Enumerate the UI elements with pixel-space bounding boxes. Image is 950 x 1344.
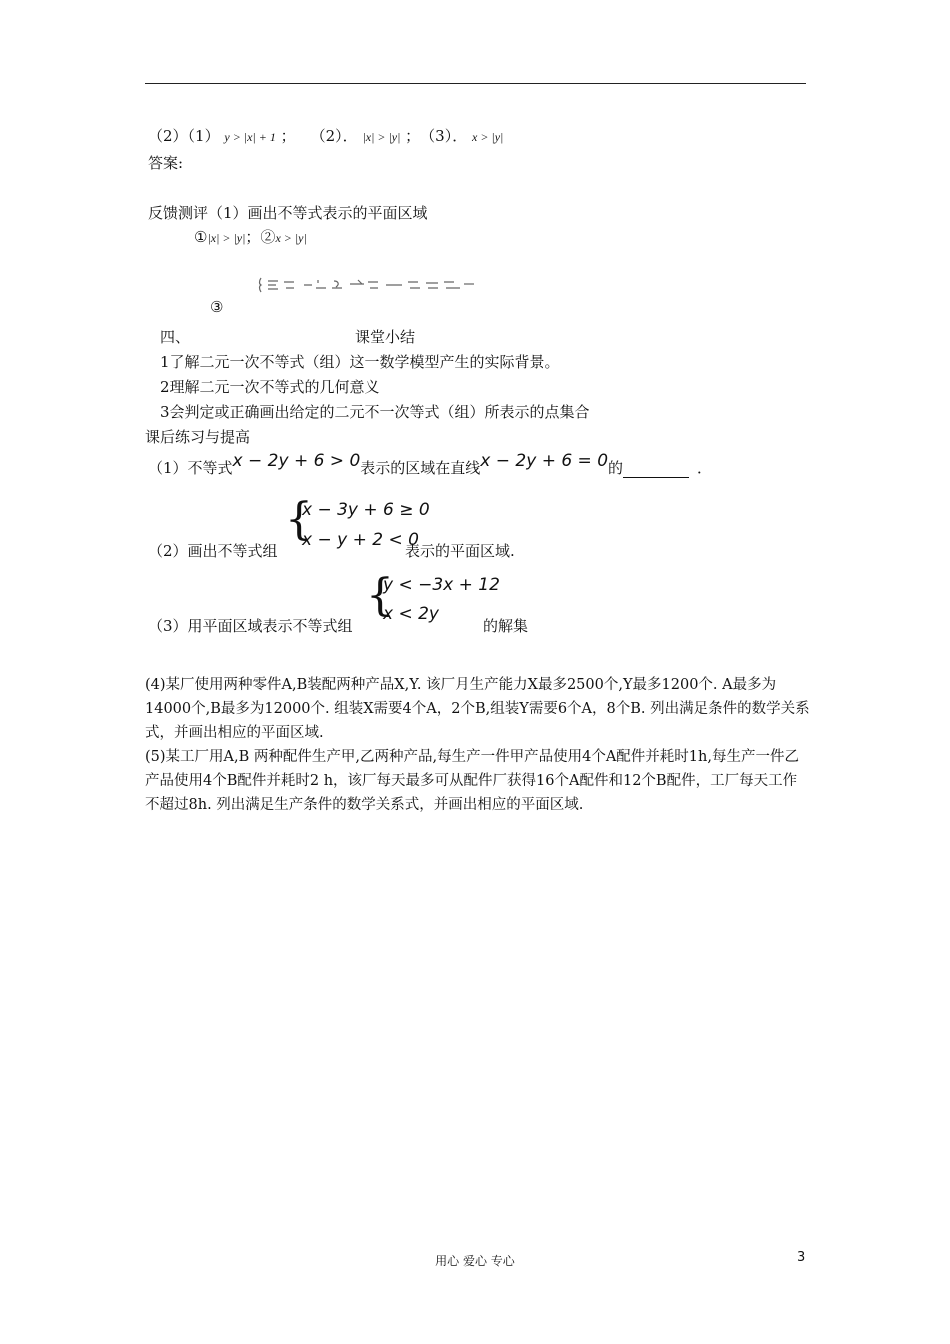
q2-math-2: |x| > |y| xyxy=(362,130,401,144)
q2-line xyxy=(148,126,503,147)
feedback-item1-math: |x| > |y| xyxy=(207,231,246,245)
feedback-sep: ； xyxy=(245,228,261,246)
practice-q1 xyxy=(148,451,713,478)
p1-text-b: 表示的区域在直线 xyxy=(360,459,481,477)
feedback-item2-num: ② xyxy=(260,228,276,246)
p3-row-1: y < −3x + 12 xyxy=(383,575,500,595)
q2-prefix: （2）（1） xyxy=(148,127,220,145)
summary-point-1: 1了解二元一次不等式（组）这一数学模型产生的实际背景。 xyxy=(160,353,560,371)
feedback-item3-num: ③ xyxy=(210,298,224,316)
feedback-title: 反馈测评（1）画出不等式表示的平面区域 xyxy=(148,204,428,222)
practice-q4: (4)某厂使用两种零件A,B装配两种产品X,Y. 该厂月生产能力X最多2500个,Y最多1200个. A最多为14000个,B最多为12000个. 组装X需要4个A，2个B,组装Y需要6个A，8个B. 列出满足条件的数学关系式，并画出相应的平面区域. xyxy=(145,677,810,741)
p3-row-2: x < 2y xyxy=(383,604,439,624)
p1-text-a: （1）不等式 xyxy=(148,459,233,477)
p3-text-b: 的解集 xyxy=(483,617,529,635)
section4-num: 四、 xyxy=(160,328,191,346)
feedback-item1-num: ① xyxy=(194,228,208,246)
answer-label: 答案: xyxy=(148,154,184,172)
section4-title: 课堂小结 xyxy=(355,328,416,346)
q2-math-1: y > |x| + 1 xyxy=(224,130,276,144)
page-number: 3 xyxy=(797,1250,806,1265)
practice-q5: (5)某工厂用A,B 两种配件生产甲,乙两种产品,每生产一件甲产品使用4个A配件并耗时1h,每生产一件乙产品使用4个B配件并耗时2 h，该厂每天最多可从配件厂获得16个A配件和12个B配件，工厂每天工作不超过8h. 列出满足生产条件的数学关系式，并画出相应的平面区域. xyxy=(145,749,799,813)
garbled-formula-image xyxy=(258,276,478,298)
p1-math-2: x − 2y + 6 = 0 xyxy=(480,451,609,471)
p2-row-2: x − y + 2 < 0 xyxy=(302,530,419,550)
p1-end: ． xyxy=(697,459,713,477)
system-brace: { xyxy=(285,494,313,545)
p3-text-a: （3）用平面区域表示不等式组 xyxy=(148,617,353,635)
summary-point-2: 2理解二元一次不等式的几何意义 xyxy=(160,378,380,396)
footer-text: 用心 爱心 专心 xyxy=(435,1254,515,1268)
summary-point-3: 3会判定或正确画出给定的二元不一次等式（组）所表示的点集合 xyxy=(160,403,590,421)
p2-text-b: 表示的平面区域. xyxy=(405,542,515,560)
system-brace: { xyxy=(366,570,394,621)
q2-sep-2: ； （3）． xyxy=(405,127,468,145)
answer-blank xyxy=(623,461,689,478)
p1-math-1: x − 2y + 6 > 0 xyxy=(232,451,361,471)
p2-row-1: x − 3y + 6 ≥ 0 xyxy=(302,500,430,520)
practice-title: 课后练习与提高 xyxy=(145,428,251,446)
feedback-items xyxy=(194,227,307,248)
feedback-item2-math: x > |y| xyxy=(275,231,307,245)
q2-sep-1: ； （2）． xyxy=(280,127,358,145)
p2-text-a: （2）画出不等式组 xyxy=(148,542,278,560)
header-rule xyxy=(145,83,806,84)
q2-math-3: x > |y| xyxy=(472,130,504,144)
p1-text-c: 的 xyxy=(608,459,624,477)
